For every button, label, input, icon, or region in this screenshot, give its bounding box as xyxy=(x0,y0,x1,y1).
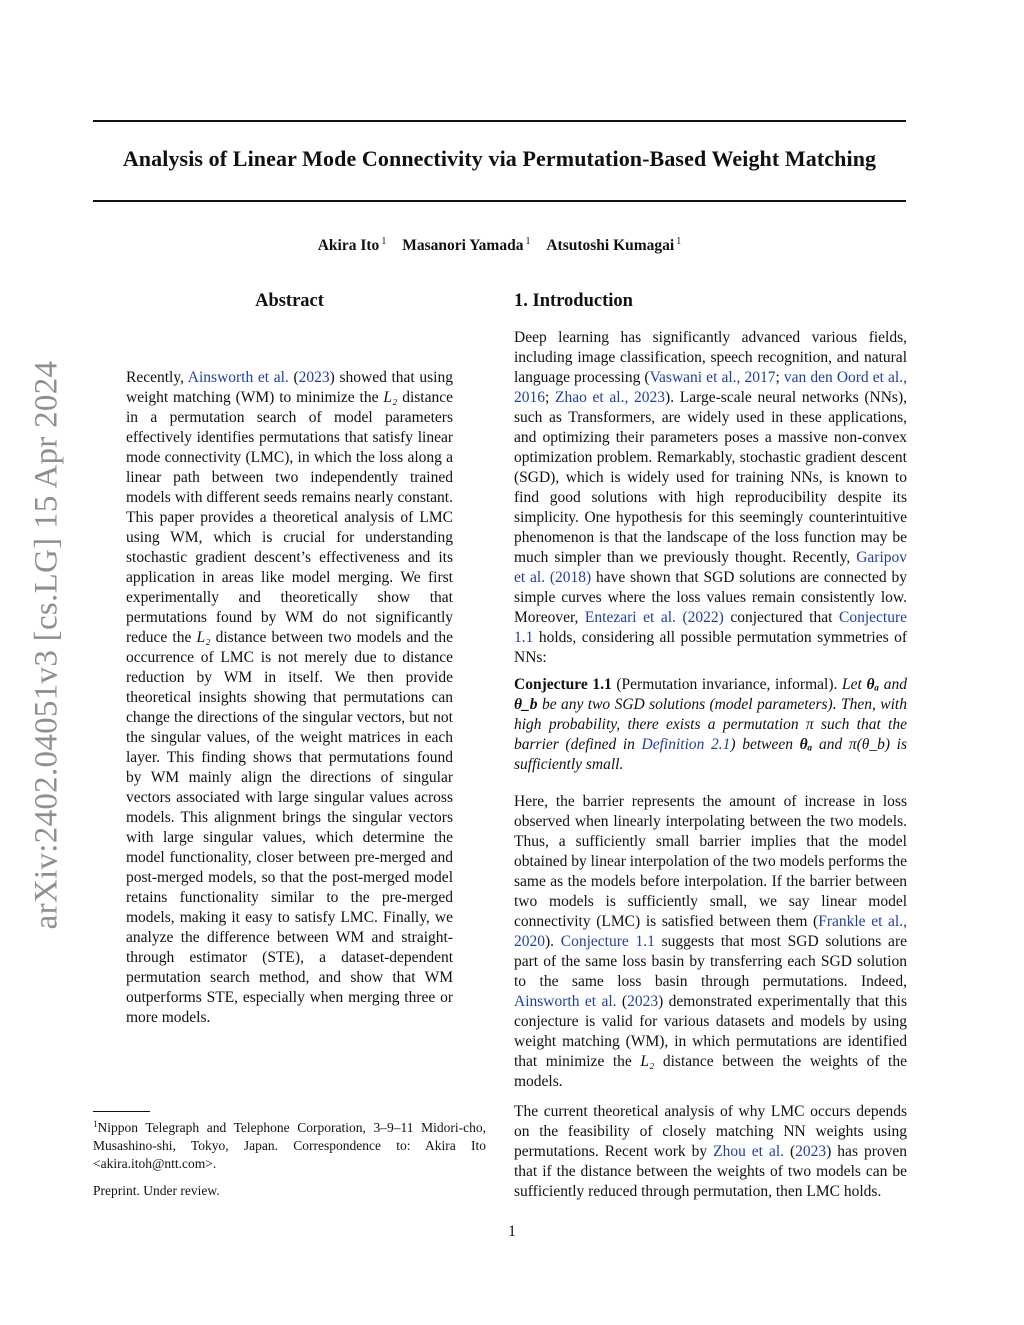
conjecture-text: be any two SGD solutions (model parameters). Then, with high probability, there exists a permutation xyxy=(514,696,907,733)
footnote-text: Nippon Telegraph and Telephone Corporation, 3–9–11 Midori-cho, Musashino-shi, Tokyo, Japan. Correspondence to: Akira Ito <akira.itoh@ntt.com>. xyxy=(93,1120,486,1171)
citation-year-link[interactable]: 2023 xyxy=(795,1143,827,1160)
body-text: conjectured that xyxy=(723,609,839,626)
body-text: have shown that SGD solutions are connected by simple curves where the loss values remain consistently low. Moreover, xyxy=(514,569,907,626)
conjecture-text: Let xyxy=(837,676,867,693)
body-text: ). Large-scale neural networks (NNs), such as Transformers, are widely used in these applications, and optimizing their parameters poses a massive non-convex optimization problem. Remarkably, stochastic gradient descent (SGD), which is widely used for training NNs, is known to find good solutions with high reproducibility despite its simplicity. One hypothesis for this seemingly counterintuitive phenomenon is that the landscape of the loss function may be much simpler than we previously thought. Recently, xyxy=(514,389,907,566)
footnote-affiliation xyxy=(93,1115,486,1173)
author-affil: 1 xyxy=(525,236,531,247)
body-text: The current theoretical analysis of why LMC occurs depends on the feasibility of closely matching NN weights using permutations. Recent work by xyxy=(514,1103,907,1160)
conjecture-paren: (Permutation invariance, informal). xyxy=(611,676,838,693)
citation-link[interactable]: Frankle et al., 2020 xyxy=(514,913,907,950)
body-text: ) has proven that if the distance between the weights of two models can be sufficiently reduced through permutation, then LMC holds. xyxy=(514,1143,907,1200)
citation-link[interactable]: Vaswani et al., 2017 xyxy=(649,369,776,386)
author-1 xyxy=(318,236,387,255)
footnote-rule xyxy=(93,1111,150,1112)
section-heading-introduction: 1. Introduction xyxy=(514,291,633,311)
body-text: ; xyxy=(775,369,784,386)
conjecture-text: such that the barrier (defined in xyxy=(514,716,907,753)
abstract-text: Recently, xyxy=(126,369,188,386)
body-text: ( xyxy=(784,1143,796,1160)
author-name: Atsutoshi Kumagai xyxy=(546,237,675,254)
math-pi-theta-b: π(θ_b) xyxy=(848,736,891,753)
author-name: Akira Ito xyxy=(317,237,380,254)
abstract-text: ( xyxy=(288,369,299,386)
math-l2: L₂ xyxy=(383,389,398,406)
citation-link[interactable]: Ainsworth et al. xyxy=(187,369,289,386)
math-theta-a: θₐ xyxy=(799,736,813,753)
conjecture-text: ) between xyxy=(730,736,800,753)
abstract-text: distance between two models and the occurrence of LMC is not merely due to distance reduction by WM in itself. We then provide theoretical insights showing that permutations can change the directions of the singular vectors, but not the singular values, of the weight matrices in each layer. This finding shows that permutations found by WM mainly align the directions of singular vectors associated with large singular values across models. This alignment brings the singular vectors with large singular values, which determine the model functionality, closer between pre-merged and post-merged models, so that the post-merged model retains functionality similar to the pre-merged models, making it easy to satisfy LMC. Finally, we analyze the difference between WM and straight-through estimator (STE), a dataset-dependent permutation search method, and show that WM outperforms STE, especially when merging three or more models. xyxy=(126,629,453,1026)
citation-link[interactable]: Zhao et al., 2023 xyxy=(555,389,666,406)
preprint-notice: Preprint. Under review. xyxy=(93,1183,220,1198)
footnote-mark: 1 xyxy=(93,1119,98,1129)
conjecture-block xyxy=(514,675,907,775)
math-theta-a: θₐ xyxy=(866,676,880,693)
author-3 xyxy=(546,236,681,255)
author-2 xyxy=(402,236,530,255)
citation-link[interactable]: Zhou et al. xyxy=(713,1143,785,1160)
citation-year-link[interactable]: 2023 xyxy=(627,993,659,1010)
author-affil: 1 xyxy=(381,236,387,247)
arxiv-identifier-stamp: arXiv:2402.04051v3 [cs.LG] 15 Apr 2024 xyxy=(28,360,65,930)
abstract-heading: Abstract xyxy=(255,291,324,311)
author-list xyxy=(93,236,906,255)
abstract-text: ) showed that using weight matching (WM) to minimize the xyxy=(126,369,453,406)
conjecture-ref-link[interactable]: Conjecture 1.1 xyxy=(560,933,655,950)
page-number: 1 xyxy=(508,1223,516,1240)
citation-link[interactable]: Ainsworth et al. xyxy=(514,993,617,1010)
abstract-body xyxy=(126,368,453,1028)
title-bottom-rule xyxy=(93,200,906,202)
paper-title: Analysis of Linear Mode Connectivity via Permutation-Based Weight Matching xyxy=(122,146,877,171)
definition-ref-link[interactable]: Definition 2.1 xyxy=(641,736,731,753)
intro-paragraph-1 xyxy=(514,328,907,668)
body-text: holds, considering all possible permutation symmetries of NNs: xyxy=(514,629,907,666)
math-pi: π xyxy=(805,716,814,733)
conjecture-label: Conjecture 1.1 xyxy=(514,676,612,693)
conjecture-text: and xyxy=(812,736,849,753)
math-theta-b: θ_b xyxy=(514,696,538,713)
body-text: Here, the barrier represents the amount of increase in loss observed when linearly interpolating between the two models. Thus, a sufficiently small barrier implies that the model obtained by linear interpolation of the two models performs the same as the models before interpolation. If the barrier between two models is sufficiently small, we say linear model connectivity (LMC) is satisfied between them ( xyxy=(514,793,907,930)
conjecture-ref-link[interactable]: Conjecture 1.1 xyxy=(514,609,907,646)
citation-year-link[interactable]: 2023 xyxy=(298,369,330,386)
body-text: Deep learning has significantly advanced various fields, including image classification, speech recognition, and natural language processing ( xyxy=(514,329,907,386)
body-text: ; xyxy=(545,389,555,406)
intro-paragraph-2 xyxy=(514,792,907,1092)
conjecture-text: is sufficiently small. xyxy=(514,736,908,773)
body-text: distance between the weights of the models. xyxy=(514,1053,907,1090)
conjecture-text: and xyxy=(879,676,907,693)
body-text: ( xyxy=(616,993,628,1010)
top-rule xyxy=(93,120,906,122)
author-affil: 1 xyxy=(676,236,682,247)
abstract-text: distance in a permutation search of model parameters effectively identifies permutations that satisfy linear mode connectivity (LMC), in which the loss along a linear path between two independently trained models with different seeds remains nearly constant. This paper provides a theoretical analysis of LMC using WM, which is crucial for understanding stochastic gradient descent’s effectiveness and its application in areas like model merging. We first experimentally and theoretically show that permutations found by WM do not significantly reduce the xyxy=(126,389,453,646)
body-text: ) demonstrated experimentally that this conjecture is valid for various datasets and models by using weight matching (WM), in which permutations are identified that minimize the xyxy=(514,993,907,1070)
citation-link[interactable]: Garipov et al. (2018) xyxy=(514,549,907,586)
intro-paragraph-3 xyxy=(514,1102,907,1202)
citation-link[interactable]: Entezari et al. (2022) xyxy=(584,609,724,626)
body-text: suggests that most SGD solutions are part of the same loss basin by transferring each SGD solution to the same loss basin through permutations. Indeed, xyxy=(514,933,907,990)
citation-link[interactable]: van den Oord et al., 2016 xyxy=(514,369,907,406)
author-name: Masanori Yamada xyxy=(402,237,524,254)
body-text: ). xyxy=(545,933,561,950)
math-l2: L₂ xyxy=(196,629,211,646)
math-l2: L₂ xyxy=(640,1053,655,1070)
